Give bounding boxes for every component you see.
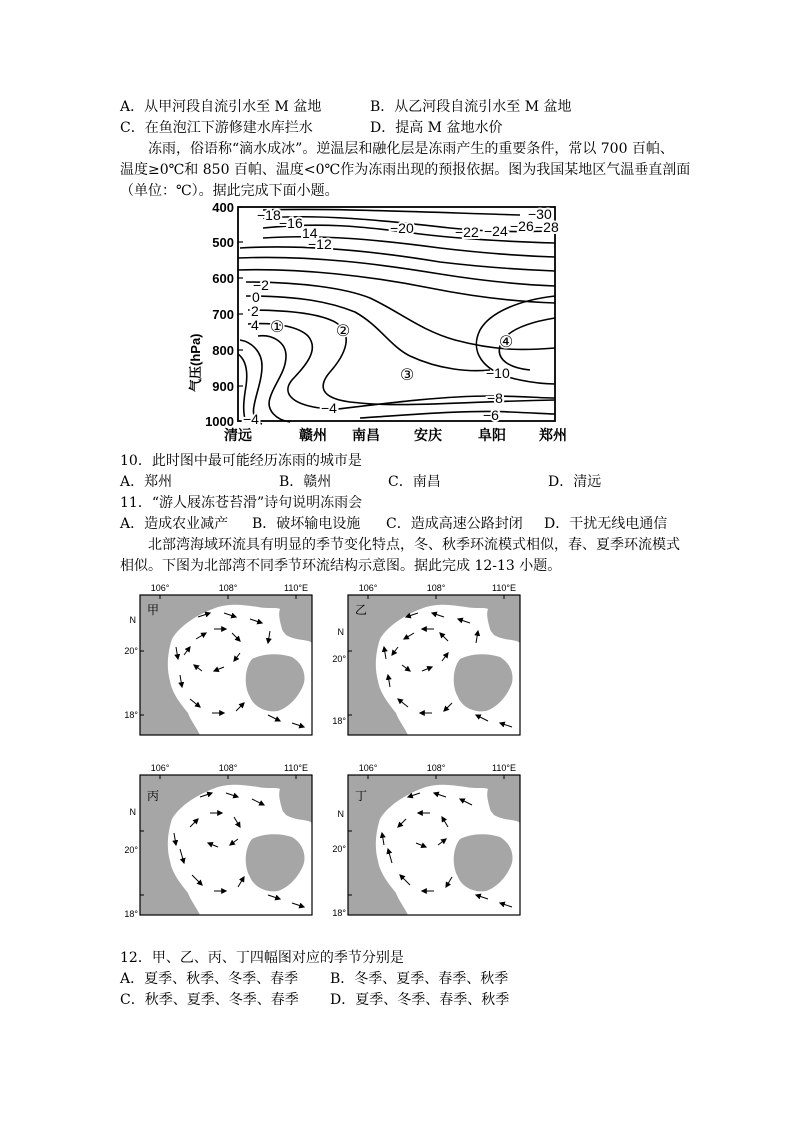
north-label: N: [337, 809, 344, 819]
city-label: 赣州: [299, 427, 327, 443]
intro-freezing-rain-line2: 温度≥0℃和 850 百帕、温度<0℃作为冻雨出现的预报依据。图为我国某地区气温垂直剖面: [120, 162, 691, 178]
contour-label: −10: [486, 365, 510, 381]
y-tick-label: 600: [212, 271, 234, 286]
q12-option-c: C．秋季、夏季、冬季、春季: [120, 992, 299, 1008]
intro-freezing-rain-line1: 冻雨，俗语称“滴水成冰”。逆温层和融化层是冻雨产生的重要条件，常以 700 百帕、: [148, 141, 674, 157]
city-label: 阜阳: [478, 427, 506, 443]
gulf-current-maps: [118, 580, 528, 920]
lon-label: 106°: [150, 583, 170, 593]
y-tick-label: 900: [212, 379, 234, 394]
intro-freezing-rain-line3: （单位：℃）。据此完成下面小题。: [120, 183, 339, 199]
q10-option-d: D．清远: [548, 474, 602, 490]
contour-label: −26: [510, 218, 534, 234]
city-label: 郑州: [539, 427, 567, 443]
q12-option-a: A．夏季、秋季、冬季、春季: [120, 971, 299, 987]
lon-label: 108°: [426, 583, 446, 593]
lat-label: 18°: [332, 716, 346, 726]
north-label: N: [129, 807, 136, 817]
q12-stem: 12．甲、乙、丙、丁四幅图对应的季节分别是: [120, 950, 404, 966]
contour-label: 0: [252, 289, 260, 305]
map-panel-jia: [140, 595, 312, 735]
region-marker-1: ①: [269, 319, 285, 336]
lon-label: 106°: [358, 763, 378, 773]
lat-label: 20°: [124, 845, 138, 855]
q10-option-b: B．赣州: [279, 474, 332, 490]
contour-label: −24: [484, 223, 508, 239]
contour-label: −12: [308, 236, 332, 252]
city-label: 南昌: [352, 427, 380, 443]
lon-label: 108°: [426, 763, 446, 773]
lon-label: 110°E: [492, 763, 516, 773]
q11-option-b: B．破坏输电设施: [252, 516, 361, 532]
contour-label: −20: [390, 220, 414, 236]
contour-label: −4: [321, 400, 337, 416]
lat-label: 18°: [332, 908, 346, 918]
y-tick-label: 400: [212, 200, 234, 215]
panel-label-yi: 乙: [355, 603, 368, 617]
contour-label: 4: [251, 317, 259, 333]
q10-option-a: A．郑州: [120, 474, 173, 490]
q11-option-c: C．造成高速公路封闭: [386, 516, 523, 532]
contour-label: −22: [455, 224, 479, 240]
contour-label: −6: [483, 407, 499, 423]
region-marker-3: ③: [399, 367, 415, 384]
north-label: N: [337, 627, 344, 637]
isotherm: [248, 310, 555, 405]
panel-label-ding: 丁: [355, 789, 368, 803]
lat-label: 20°: [124, 646, 138, 656]
region-marker-2: ②: [335, 323, 351, 340]
north-label: N: [129, 615, 136, 625]
isotherm: [360, 411, 555, 418]
y-tick-label: 700: [212, 307, 234, 322]
q9-option-a: A．从甲河段自流引水至 M 盆地: [120, 99, 322, 115]
contour-label: 2: [251, 303, 259, 319]
lon-label: 106°: [150, 763, 170, 773]
contour-label: −30: [528, 206, 552, 222]
q11-option-d: D．干扰无线电通信: [544, 516, 668, 532]
contour-label: −2: [253, 277, 269, 293]
lat-label: 18°: [124, 909, 138, 919]
q9-option-c: C．在鱼泡江下游修建水库拦水: [120, 120, 313, 136]
lon-label: 108°: [218, 583, 238, 593]
q10-option-c: C．南昌: [388, 474, 441, 490]
intro-gulf-line1: 北部湾海域环流具有明显的季节变化特点，冬、秋季环流模式相似，春、夏季环流模式: [148, 537, 680, 553]
lat-label: 20°: [332, 654, 346, 664]
contour-label: 14: [302, 225, 318, 241]
q10-stem: 10．此时图中最可能经历冻雨的城市是: [120, 453, 362, 469]
panel-label-bing: 丙: [147, 789, 160, 803]
y-tick-label: 800: [212, 343, 234, 358]
isotherm: [258, 336, 290, 422]
contour-label: −18: [257, 207, 281, 223]
q11-stem: 11．“游人屐冻苍苔滑”诗句说明冻雨会: [120, 495, 363, 511]
lat-label: 20°: [332, 844, 346, 854]
city-label: 安庆: [414, 427, 442, 443]
q9-option-b: B．从乙河段自流引水至 M 盆地: [370, 99, 572, 115]
lon-label: 110°E: [284, 763, 308, 773]
lon-label: 110°E: [492, 583, 516, 593]
lon-label: 106°: [358, 583, 378, 593]
region-marker-4: ④: [498, 334, 514, 351]
y-axis-label: 气压(hPa): [188, 333, 203, 392]
city-label: 清远: [224, 427, 252, 443]
map-panel-yi: [348, 595, 520, 735]
q11-option-a: A．造成农业减产: [120, 516, 229, 532]
contour-label: −16: [279, 215, 303, 231]
lon-label: 108°: [218, 763, 238, 773]
contour-label: −8: [487, 390, 503, 406]
lon-label: 110°E: [284, 583, 308, 593]
temperature-profile-chart: [188, 198, 578, 446]
intro-gulf-line2: 相似。下图为北部湾不同季节环流结构示意图。据此完成 12-13 小题。: [120, 558, 562, 574]
q12-option-d: D．夏季、冬季、春季、秋季: [330, 992, 510, 1008]
lat-label: 18°: [124, 710, 138, 720]
y-tick-label: 500: [212, 235, 234, 250]
q9-option-d: D．提高 M 盆地水价: [370, 120, 503, 136]
map-panel-ding: [348, 775, 520, 915]
contour-label: −4: [243, 411, 259, 427]
panel-label-jia: 甲: [147, 603, 160, 617]
q12-option-b: B．冬季、夏季、春季、秋季: [330, 971, 509, 987]
contour-label: −28: [535, 219, 559, 235]
map-panel-bing: [140, 775, 312, 915]
y-tick-label: 1000: [205, 414, 234, 429]
